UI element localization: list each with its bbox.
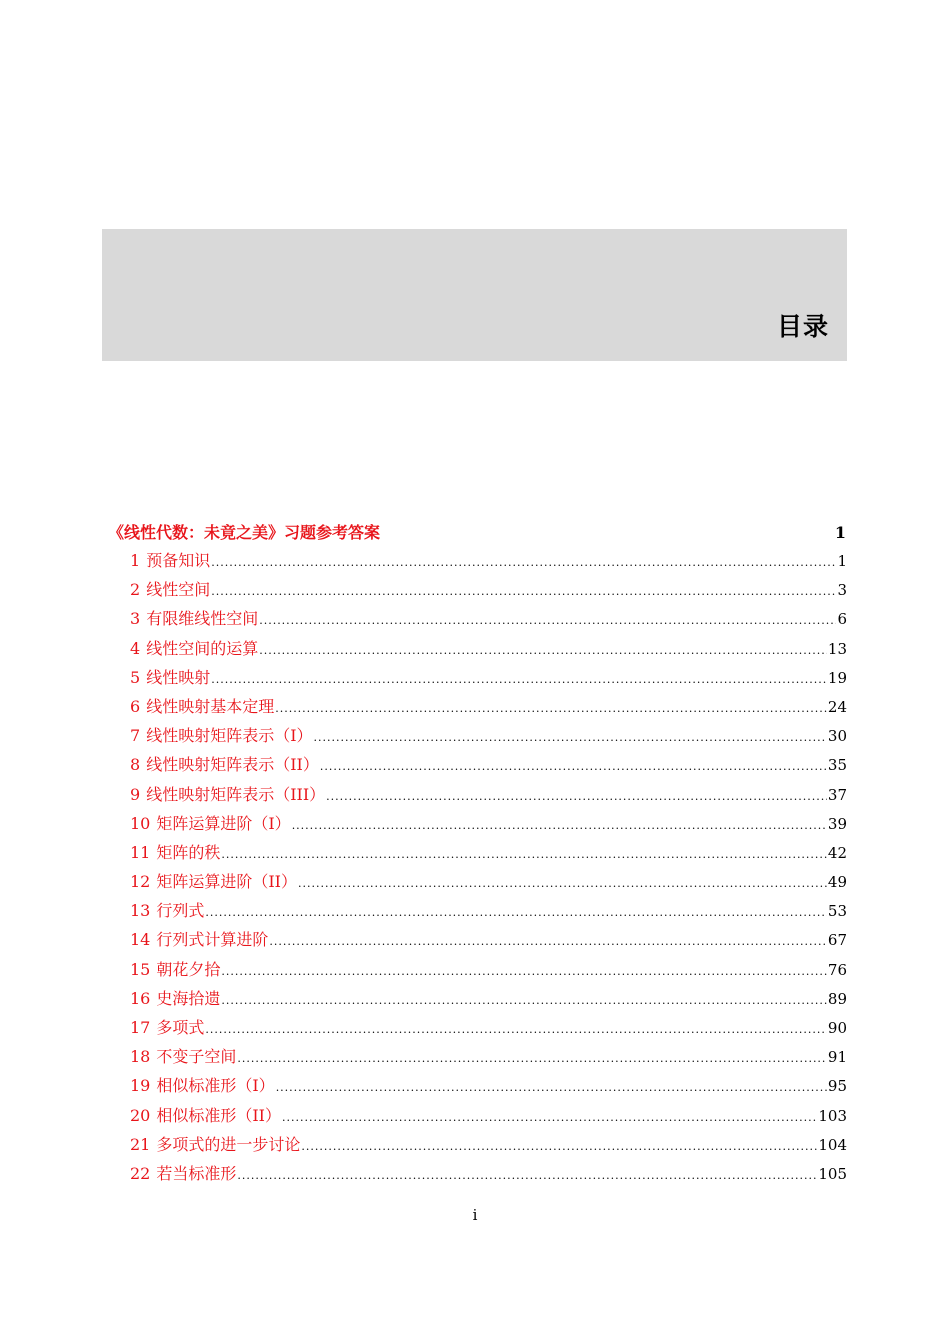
toc-dot-leader: [275, 702, 827, 715]
toc-entry-title: 线性空间的运算: [146, 638, 259, 658]
toc-entry[interactable]: [108, 927, 847, 956]
toc-dot-leader: [221, 994, 827, 1007]
toc-entry-page: 37: [827, 785, 847, 804]
toc-entry-title: 行列式计算进阶: [156, 930, 269, 950]
toc-entry[interactable]: [108, 577, 847, 606]
toc-entry-page: 89: [827, 989, 847, 1008]
toc-entry-number: 20: [130, 1105, 151, 1125]
toc-dot-leader: [211, 585, 836, 598]
toc-entry-number: 9: [130, 784, 141, 804]
toc-dot-leader: [221, 848, 827, 861]
toc-entry[interactable]: [108, 548, 847, 577]
toc-entry[interactable]: [108, 752, 847, 781]
toc-entry-title: 多项式: [156, 1018, 205, 1037]
toc-entry[interactable]: [108, 957, 847, 986]
toc-dot-leader: [326, 790, 827, 803]
page-number-footer: i: [472, 1206, 478, 1224]
toc-entry-page: 67: [827, 931, 847, 950]
toc-entry-title: 线性映射: [146, 667, 211, 687]
toc-entry-page: 39: [827, 814, 847, 833]
toc-entry-page: 6: [837, 610, 847, 629]
toc-entry-page: 30: [827, 727, 847, 746]
toc-entry-title: 矩阵的秩: [156, 842, 221, 862]
toc-entry[interactable]: [108, 1073, 847, 1102]
toc-dot-leader: [259, 614, 836, 627]
toc-list: [108, 548, 847, 1190]
toc-entry-number: 17: [130, 1018, 151, 1037]
toc-entry-number: 13: [130, 901, 151, 921]
toc-dot-leader: [292, 819, 827, 832]
toc-entry[interactable]: [108, 1132, 847, 1161]
toc-entry-page: 42: [827, 843, 847, 862]
toc-dot-leader: [298, 877, 827, 890]
toc-entry-title: 线性映射矩阵表示（III）: [146, 784, 326, 804]
table-of-contents: [108, 520, 847, 1190]
toc-entry[interactable]: [108, 665, 847, 694]
title-band: [102, 229, 847, 361]
toc-dot-leader: [237, 1169, 817, 1182]
toc-dot-leader: [276, 1081, 827, 1094]
toc-entry-number: 4: [130, 638, 141, 658]
toc-entry[interactable]: [108, 636, 847, 665]
toc-entry[interactable]: [108, 606, 847, 635]
toc-dot-leader: [269, 935, 827, 948]
toc-dot-leader: [314, 731, 827, 744]
toc-entry[interactable]: [108, 1015, 847, 1044]
toc-entry[interactable]: [108, 898, 847, 927]
toc-entry-number: 19: [130, 1076, 151, 1096]
toc-heading[interactable]: [108, 520, 847, 548]
toc-entry-page: 13: [827, 639, 847, 658]
toc-entry-page: 3: [837, 581, 847, 600]
toc-entry-page: 104: [818, 1135, 847, 1154]
toc-entry-number: 3: [130, 609, 141, 629]
toc-entry-title: 线性映射矩阵表示（II）: [146, 755, 319, 775]
toc-dot-leader: [259, 644, 827, 657]
toc-entry-page: 103: [818, 1106, 847, 1125]
toc-entry-number: 7: [130, 726, 141, 746]
toc-entry-title: 线性映射基本定理: [146, 696, 275, 716]
toc-dot-leader: [211, 556, 836, 569]
toc-entry[interactable]: [108, 1044, 847, 1073]
toc-entry-number: 21: [130, 1134, 151, 1154]
toc-entry-title: 相似标准形（II）: [156, 1105, 282, 1125]
toc-entry-number: 2: [130, 580, 141, 600]
toc-dot-leader: [205, 906, 827, 919]
toc-entry[interactable]: [108, 1161, 847, 1190]
toc-dot-leader: [320, 760, 827, 773]
toc-entry-title: 朝花夕拾: [156, 959, 221, 979]
toc-entry-number: 12: [130, 872, 151, 892]
toc-dot-leader: [221, 965, 827, 978]
toc-dot-leader: [211, 673, 827, 686]
toc-entry-page: 24: [827, 697, 847, 716]
toc-entry-title: 行列式: [156, 901, 205, 921]
toc-dot-leader: [282, 1111, 817, 1124]
toc-entry-number: 18: [130, 1047, 151, 1067]
toc-entry-page: 95: [827, 1077, 847, 1096]
toc-entry[interactable]: [108, 782, 847, 811]
toc-entry-title: 不变子空间: [156, 1047, 237, 1067]
toc-entry-title: 相似标准形（I）: [156, 1076, 275, 1096]
toc-entry-title: 有限维线性空间: [146, 609, 259, 629]
toc-entry-page: 105: [818, 1164, 847, 1183]
toc-entry-page: 49: [827, 873, 847, 892]
toc-entry[interactable]: [108, 869, 847, 898]
toc-entry-title: 矩阵运算进阶（II）: [156, 872, 298, 892]
page-title: 目录: [776, 312, 829, 341]
toc-dot-leader: [205, 1023, 827, 1036]
toc-entry[interactable]: [108, 694, 847, 723]
toc-entry-number: 15: [130, 959, 151, 979]
toc-entry[interactable]: [108, 723, 847, 752]
toc-entry-number: 8: [130, 755, 141, 775]
toc-entry-title: 矩阵运算进阶（I）: [156, 813, 291, 833]
toc-entry-title: 若当标准形: [156, 1163, 237, 1183]
toc-entry-page: 76: [827, 960, 847, 979]
toc-entry-title: 多项式的进一步讨论: [156, 1134, 301, 1154]
toc-entry[interactable]: [108, 1103, 847, 1132]
toc-heading-page: 1: [834, 523, 846, 542]
toc-entry-title: 线性空间: [146, 580, 211, 600]
toc-entry-title: 预备知识: [146, 551, 211, 570]
toc-dot-leader: [237, 1052, 827, 1065]
toc-entry-number: 22: [130, 1163, 151, 1183]
toc-entry-number: 16: [130, 988, 151, 1008]
toc-entry-page: 90: [827, 1019, 847, 1037]
toc-entry-number: 14: [130, 930, 151, 950]
toc-entry-number: 10: [130, 813, 151, 833]
toc-entry-number: 1: [130, 551, 141, 570]
toc-entry-page: 91: [827, 1048, 847, 1067]
toc-heading-label: 《线性代数：未竟之美》习题参考答案: [108, 523, 381, 542]
toc-entry[interactable]: [108, 840, 847, 869]
toc-entry-page: 1: [837, 552, 847, 570]
toc-entry-page: 53: [827, 902, 847, 921]
toc-entry-title: 线性映射矩阵表示（I）: [146, 726, 313, 746]
toc-entry-page: 19: [827, 668, 847, 687]
toc-entry-title: 史海拾遗: [156, 988, 221, 1008]
toc-entry-number: 6: [130, 696, 141, 716]
toc-entry[interactable]: [108, 811, 847, 840]
toc-entry-number: 5: [130, 667, 141, 687]
toc-entry-page: 35: [827, 756, 847, 775]
toc-dot-leader: [301, 1140, 817, 1153]
toc-entry-number: 11: [130, 842, 151, 862]
toc-entry[interactable]: [108, 986, 847, 1015]
